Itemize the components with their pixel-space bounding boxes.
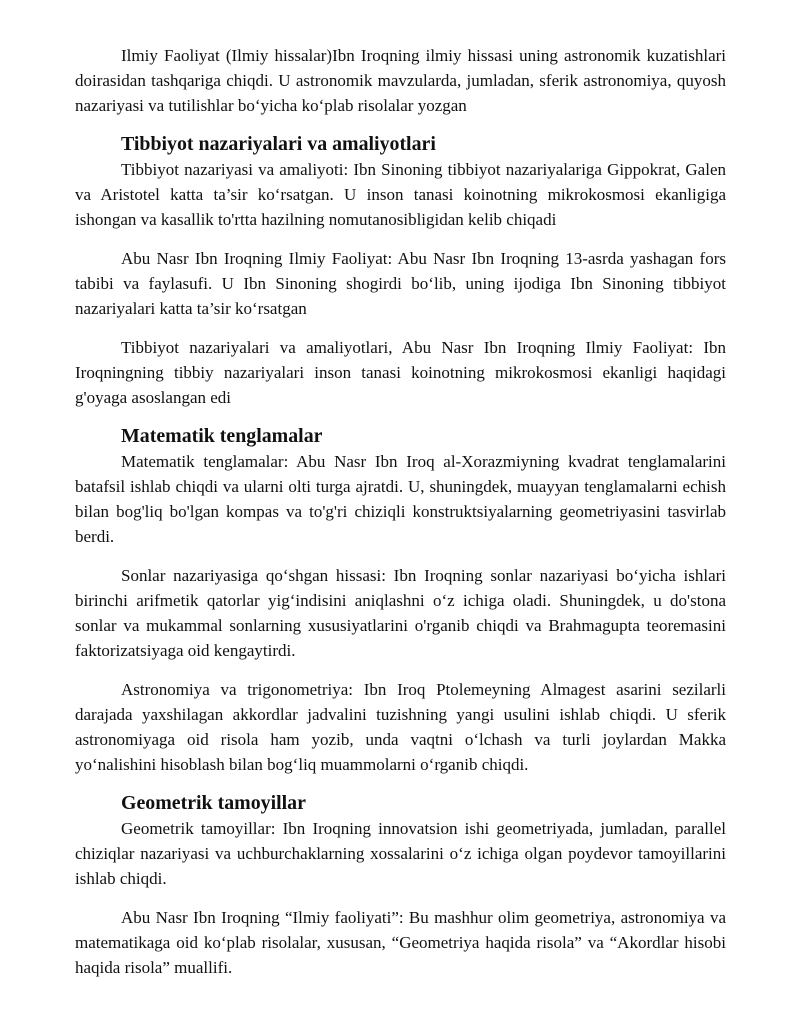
paragraph-astronomiya-trigonometriya: Astronomiya va trigonometriya: Ibn Iroq Ptolemeyning Almagest asarini sezilarli darajada yaxshilagan akkordlar jadvalini tuzishning yangi usulini ishlab chiqdi. U sferik astronomiyaga oid risola ham yozib, unda vaqtni o‘lchash va turli joylardan Makka yo‘nalishini hisoblash bilan bog‘liq muammolarni o‘rganib chiqdi. — [75, 680, 726, 774]
paragraph-sonlar-nazariyasi: Sonlar nazariyasiga qo‘shgan hissasi: Ibn Iroqning sonlar nazariyasi bo‘yicha ishlari birinchi arifmetik qatorlar yig‘indisini aniqlashni o‘z ichiga oladi. Shuningdek, u do'stona sonlar va mukammal sonlarning xususiyatlarini o'rganib chiqdi va Brahmagupta teoremasini faktorizatsiyaga oid kengaytirdi. — [75, 566, 726, 660]
paragraph-abu-nasr-tabib: Abu Nasr Ibn Iroqning Ilmiy Faoliyat: Abu Nasr Ibn Iroqning 13-asrda yashagan fors tabibi va faylasufi. U Ibn Sinoning shogirdi bo‘lib, uning ijodiga Ibn Sinoning tibbiyot nazariyalari katta ta’sir ko‘rsatgan — [75, 249, 726, 318]
paragraph-tibbiy-nazariyalar: Tibbiyot nazariyalari va amaliyotlari, Abu Nasr Ibn Iroqning Ilmiy Faoliyat: Ibn Iroqningning tibbiy nazariyalari inson tanasi koinotning mikrokosmosi ekanligi haqidagi g'oyaga asoslangan edi — [75, 338, 726, 407]
paragraph-ilmiy-faoliyati: Abu Nasr Ibn Iroqning “Ilmiy faoliyati”: Bu mashhur olim geometriya, astronomiya va matematikaga oid ko‘plab risolalar, xususan, “Geometriya haqida risola” va “Akordlar hisobi haqida risola” muallifi. — [75, 908, 726, 977]
heading-geometrik-tamoyillar: Geometrik tamoyillar — [121, 792, 306, 814]
paragraph-tibbiyot-nazariyasi: Tibbiyot nazariyasi va amaliyoti: Ibn Sinoning tibbiyot nazariyalariga Gippokrat, Galen va Aristotel katta ta’sir ko‘rsatgan. U inson tanasi koinotning mikrokosmosi ekanligiga ishongan va kasallik to'rtta hazilning nomutanosibligidan kelib chiqadi — [75, 160, 726, 229]
paragraph-ilmiy-faoliyat: Ilmiy Faoliyat (Ilmiy hissalar)Ibn Iroqning ilmiy hissasi uning astronomik kuzatishlari doirasidan tashqariga chiqdi. U astronomik mavzularda, jumladan, sferik astronomiya, quyosh nazariyasi va tutilishlar bo‘yicha ko‘plab risolalar yozgan — [75, 46, 726, 115]
heading-matematik-tenglamalar: Matematik tenglamalar — [121, 425, 323, 447]
heading-tibbiyot: Tibbiyot nazariyalari va amaliyotlari — [121, 133, 436, 155]
document-page — [75, 43, 726, 980]
paragraph-geometrik-tamoyillar: Geometrik tamoyillar: Ibn Iroqning innovatsion ishi geometriyada, jumladan, parallel chiziqlar nazariyasi va uchburchaklarning xossalarini o‘z ichiga olgan poydevor tamoyillarini ishlab chiqdi. — [75, 819, 726, 888]
paragraph-matematik-tenglamalar: Matematik tenglamalar: Abu Nasr Ibn Iroq al-Xorazmiyning kvadrat tenglamalarini batafsil ishlab chiqdi va ularni olti turga ajratdi. U, shuningdek, muayyan tenglamalarni echish bilan bog'liq bo'lgan kompas va to'g'ri chiziqli konstruktsiyalarning geometriyasini tasvirlab berdi. — [75, 452, 726, 546]
